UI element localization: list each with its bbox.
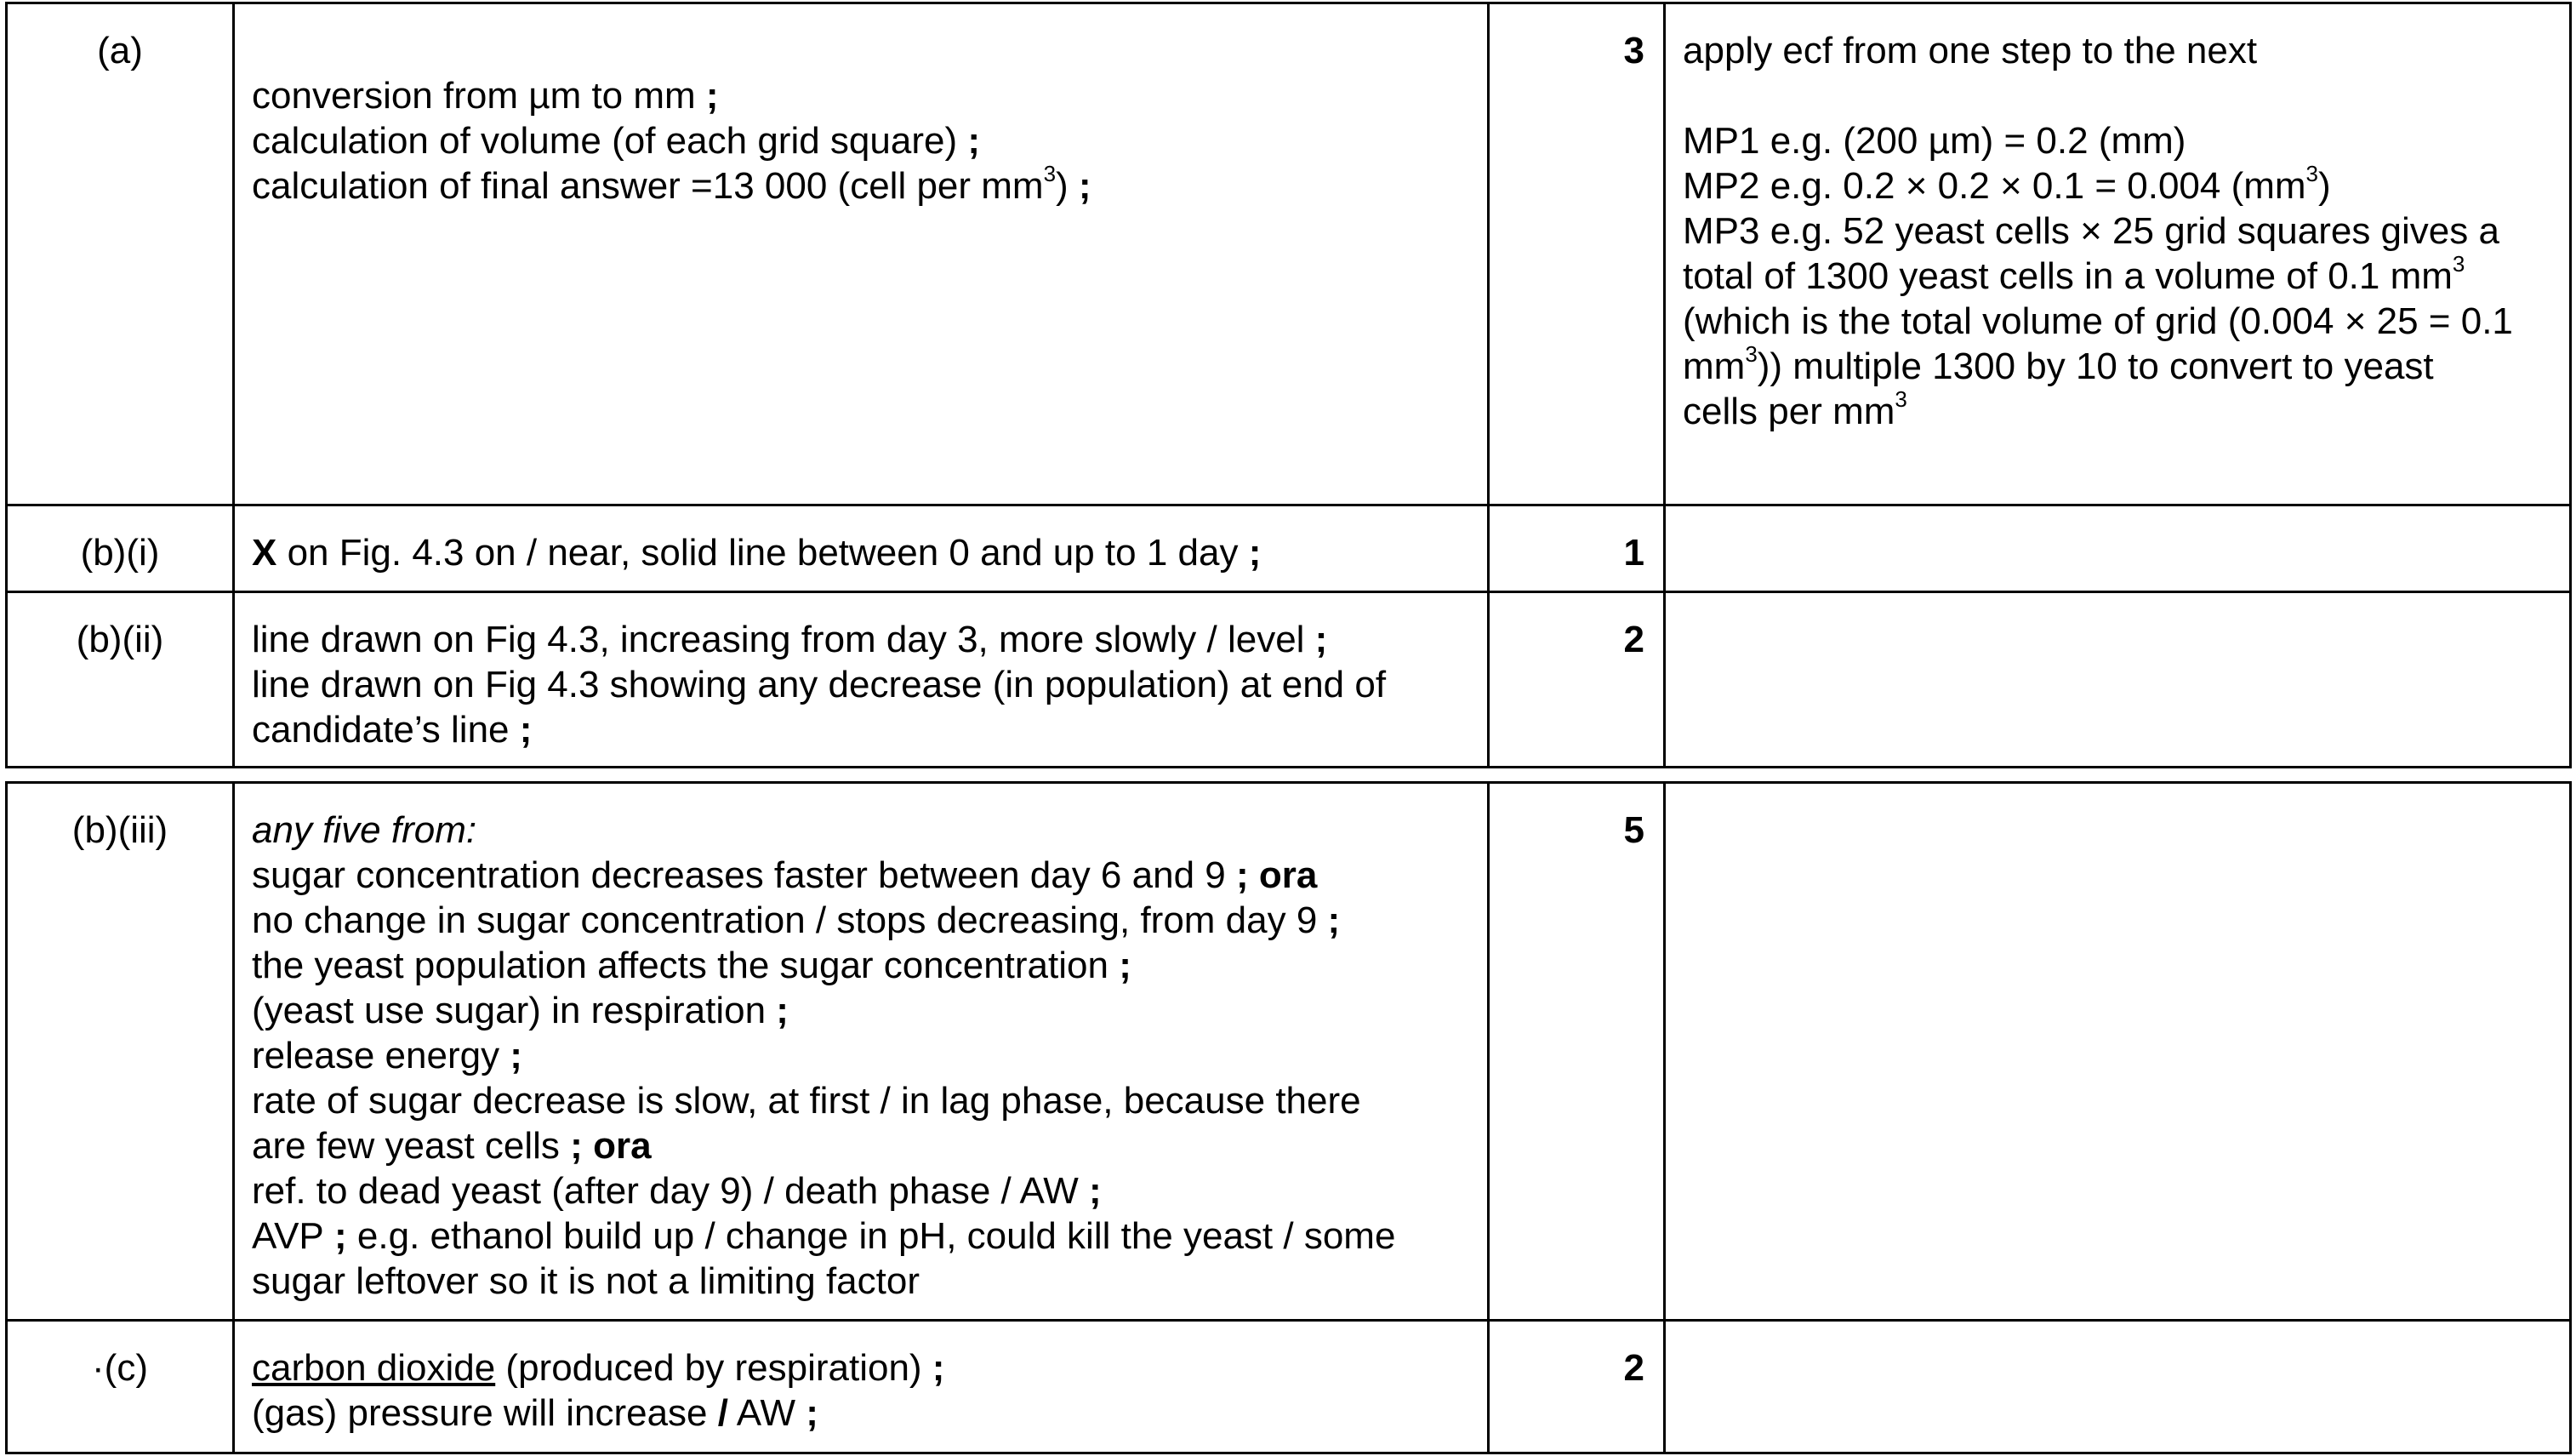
guidance-b-i [1665,505,2571,592]
question-label-c: ·(c) [7,1321,234,1453]
answer-b-iii-line-4: (yeast use sugar) in respiration ; [252,990,789,1031]
marks-b-iii: 5 [1489,783,1665,1321]
answer-c-line-2: (gas) pressure will increase / AW ; [252,1392,818,1434]
answer-b-iii-line-7: are few yeast cells ; ora [252,1125,652,1167]
row-b-i [7,505,2571,592]
marks-c: 2 [1489,1321,1665,1453]
guidance-a-line-1: MP1 e.g. (200 µm) = 0.2 (mm) [1683,120,2186,162]
question-label-a: (a) [7,3,234,505]
question-label-b-i: (b)(i) [7,505,234,592]
guidance-a-line-5: (which is the total volume of grid (0.004 × 25 = 0.1 [1683,300,2513,342]
answer-a-line-3: calculation of final answer =13 000 (cell per $mm^3$) ; [252,161,1091,207]
mark-scheme-table-top [5,2,2572,768]
answer-a [234,3,1489,505]
answer-b-iii-line-3: the yeast population affects the sugar concentration ; [252,945,1131,986]
marks-b-i: 1 [1489,505,1665,592]
answer-b-iii-line-5: release energy ; [252,1035,522,1076]
marks-a: 3 [1489,3,1665,505]
answer-b-i-line-1: X on Fig. 4.3 on / near, solid line between 0 and up to 1 day ; [252,532,1262,574]
answer-b-ii-line-2: line drawn on Fig 4.3 showing any decrease (in population) at end of [252,664,1387,705]
guidance-b-ii [1665,592,2571,768]
answer-b-iii-line-2: no change in sugar concentration / stops decreasing, from day 9 ; [252,899,1341,941]
answer-b-iii-line-9: AVP ; e.g. ethanol build up / change in pH, could kill the yeast / some [252,1215,1396,1257]
guidance-a-line-4: total of 1300 yeast cells in a volume of 0.1 $mm^3$ [1683,251,2465,297]
answer-b-iii-line-8: ref. to dead yeast (after day 9) / death phase / AW ; [252,1170,1102,1212]
row-b-iii [7,783,2571,1321]
answer-b-ii [234,592,1489,768]
guidance-a-line-0: apply ecf from one step to the next [1683,30,2258,71]
answer-b-ii-line-1: line drawn on Fig 4.3, increasing from day 3, more slowly / level ; [252,619,1328,660]
answer-b-iii [234,783,1489,1321]
marks-b-ii: 2 [1489,592,1665,768]
row-c [7,1321,2571,1453]
guidance-a-line-6: $mm^3$)) multiple 1300 by 10 to convert to yeast [1683,341,2434,387]
row-a [7,3,2571,505]
answer-a-line-1: conversion from µm to mm ; [252,75,719,117]
question-label-b-iii: (b)(iii) [7,783,234,1321]
answer-a-line-2: calculation of volume (of each grid square) ; [252,120,980,162]
answer-b-iii-line-10: sugar leftover so it is not a limiting factor [252,1260,920,1302]
answer-b-ii-line-3: candidate’s line ; [252,709,533,751]
row-b-ii [7,592,2571,768]
guidance-a-line-7: cells per $mm^3$ [1683,386,1907,432]
guidance-a [1665,3,2571,505]
answer-c-line-1: carbon dioxide (produced by respiration) ; [252,1347,945,1389]
guidance-c [1665,1321,2571,1453]
guidance-a-line-3: MP3 e.g. 52 yeast cells × 25 grid squares gives a [1683,210,2499,252]
mark-scheme-table-bottom [5,781,2572,1454]
answer-b-iii-line-1: sugar concentration decreases faster between day 6 and 9 ; ora [252,854,1318,896]
guidance-b-iii [1665,783,2571,1321]
guidance-a-line-2: MP2 e.g. 0.2 × 0.2 × 0.1 = 0.004 $(mm^3)$ [1683,161,2331,207]
answer-b-i [234,505,1489,592]
answer-b-iii-line-6: rate of sugar decrease is slow, at first / in lag phase, because there [252,1080,1361,1122]
question-label-b-ii: (b)(ii) [7,592,234,768]
answer-b-iii-intro: any five from: [252,809,477,851]
answer-c [234,1321,1489,1453]
